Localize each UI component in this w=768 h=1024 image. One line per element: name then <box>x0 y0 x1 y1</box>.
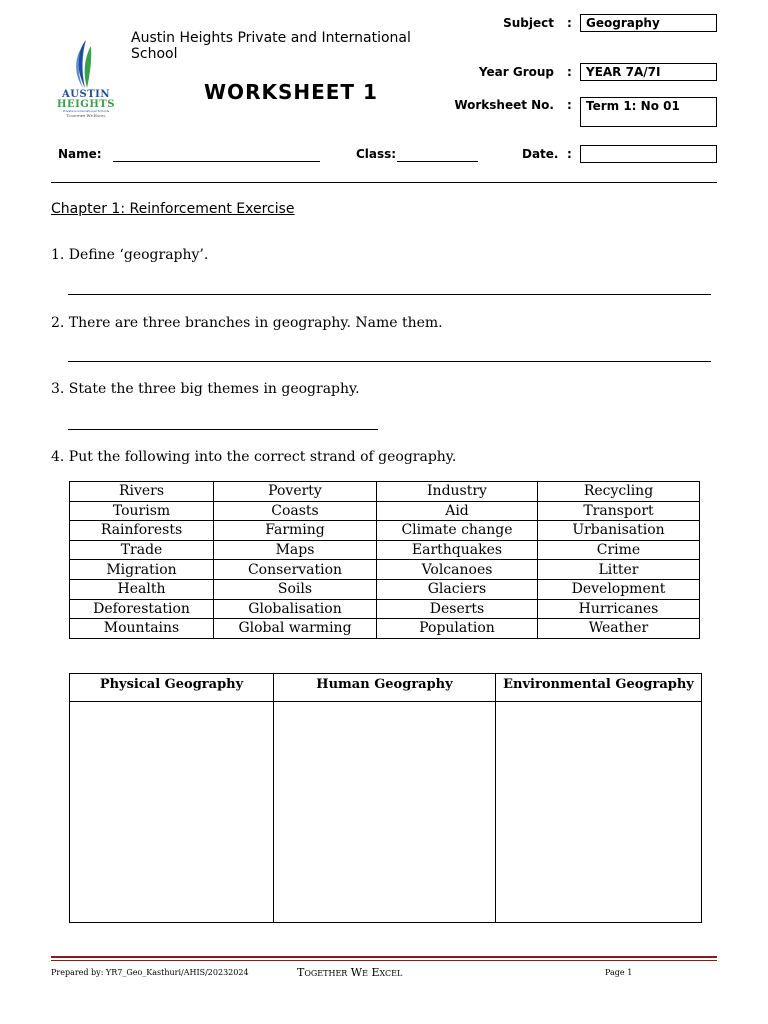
subject-colon: : <box>567 16 572 30</box>
name-label: Name: <box>58 147 102 161</box>
year-group-colon: : <box>567 65 572 79</box>
worksheet-no-field[interactable]: Term 1: No 01 <box>580 97 717 127</box>
physical-geography-header: Physical Geography <box>70 674 274 702</box>
date-colon: : <box>567 147 572 161</box>
logo-motto: Together We Excel <box>66 113 106 118</box>
environmental-geography-answer-cell[interactable] <box>496 702 702 923</box>
word-cell: Deforestation <box>70 599 214 619</box>
header-divider <box>51 182 717 183</box>
class-field[interactable] <box>397 161 478 162</box>
worksheet-title: WORKSHEET 1 <box>204 80 378 104</box>
word-table-row <box>70 521 700 541</box>
chapter-title: Chapter 1: Reinforcement Exercise <box>51 201 295 217</box>
word-cell: Health <box>70 579 214 599</box>
word-cell: Population <box>377 619 538 639</box>
word-table-row <box>70 579 700 599</box>
word-table <box>69 481 700 639</box>
class-label: Class: <box>356 147 397 161</box>
word-cell: Climate change <box>377 521 538 541</box>
word-cell: Conservation <box>214 560 377 580</box>
word-cell: Urbanisation <box>538 521 700 541</box>
word-cell: Recycling <box>538 482 700 502</box>
word-table-row <box>70 560 700 580</box>
physical-geography-answer-cell[interactable] <box>70 702 274 923</box>
answer-line-2[interactable] <box>68 361 711 362</box>
word-cell: Global warming <box>214 619 377 639</box>
word-cell: Glaciers <box>377 579 538 599</box>
word-cell: Hurricanes <box>538 599 700 619</box>
word-cell: Earthquakes <box>377 540 538 560</box>
word-cell: Rainforests <box>70 521 214 541</box>
word-cell: Poverty <box>214 482 377 502</box>
word-cell: Aid <box>377 501 538 521</box>
word-table-row <box>70 482 700 502</box>
worksheet-no-label: Worksheet No. <box>454 98 554 112</box>
word-table-row <box>70 619 700 639</box>
word-cell: Maps <box>214 540 377 560</box>
human-geography-answer-cell[interactable] <box>274 702 496 923</box>
logo-text-austin: AUSTIN <box>62 89 110 100</box>
word-cell: Volcanoes <box>377 560 538 580</box>
word-cell: Weather <box>538 619 700 639</box>
word-cell: Transport <box>538 501 700 521</box>
word-cell: Tourism <box>70 501 214 521</box>
worksheet-no-colon: : <box>567 98 572 112</box>
year-group-label: Year Group <box>478 65 554 79</box>
date-field[interactable] <box>580 145 717 163</box>
word-cell: Litter <box>538 560 700 580</box>
word-cell: Globalisation <box>214 599 377 619</box>
date-label: Date. <box>522 147 559 161</box>
footer-rule-thick <box>51 956 717 958</box>
answer-line-3[interactable] <box>68 429 378 430</box>
word-cell: Rivers <box>70 482 214 502</box>
year-group-field[interactable]: YEAR 7A/7I <box>580 63 717 81</box>
word-cell: Trade <box>70 540 214 560</box>
word-table-row <box>70 599 700 619</box>
question-1: 1. Define ‘geography’. <box>51 247 209 263</box>
environmental-geography-header: Environmental Geography <box>496 674 702 702</box>
subject-label: Subject <box>503 16 554 30</box>
footer-prepared-by: Prepared by: YR7_Geo_Kasthuri/AHIS/20232024 <box>51 968 249 977</box>
word-cell: Industry <box>377 482 538 502</box>
question-3: 3. State the three big themes in geography. <box>51 381 360 397</box>
word-table-row <box>70 501 700 521</box>
word-table-row <box>70 540 700 560</box>
strand-table <box>69 673 702 923</box>
footer-motto: Together We Excel <box>297 966 403 979</box>
school-logo <box>56 38 116 120</box>
subject-field[interactable]: Geography <box>580 14 717 32</box>
footer-page-number: Page 1 <box>605 968 633 977</box>
logo-text-heights: HEIGHTS <box>57 99 115 110</box>
logo-subtext: Private & International Schools <box>62 109 110 113</box>
word-cell: Mountains <box>70 619 214 639</box>
word-cell: Development <box>538 579 700 599</box>
leaf-logo-icon <box>56 38 116 90</box>
human-geography-header: Human Geography <box>274 674 496 702</box>
word-cell: Coasts <box>214 501 377 521</box>
footer-rule-thin <box>51 960 717 961</box>
question-2: 2. There are three branches in geography. Name them. <box>51 315 443 331</box>
answer-line-1[interactable] <box>68 294 711 295</box>
word-cell: Deserts <box>377 599 538 619</box>
word-cell: Crime <box>538 540 700 560</box>
question-4: 4. Put the following into the correct strand of geography. <box>51 449 457 465</box>
school-name: Austin Heights Private and International School <box>131 30 411 62</box>
word-cell: Soils <box>214 579 377 599</box>
word-cell: Migration <box>70 560 214 580</box>
word-cell: Farming <box>214 521 377 541</box>
name-field[interactable] <box>113 161 320 162</box>
